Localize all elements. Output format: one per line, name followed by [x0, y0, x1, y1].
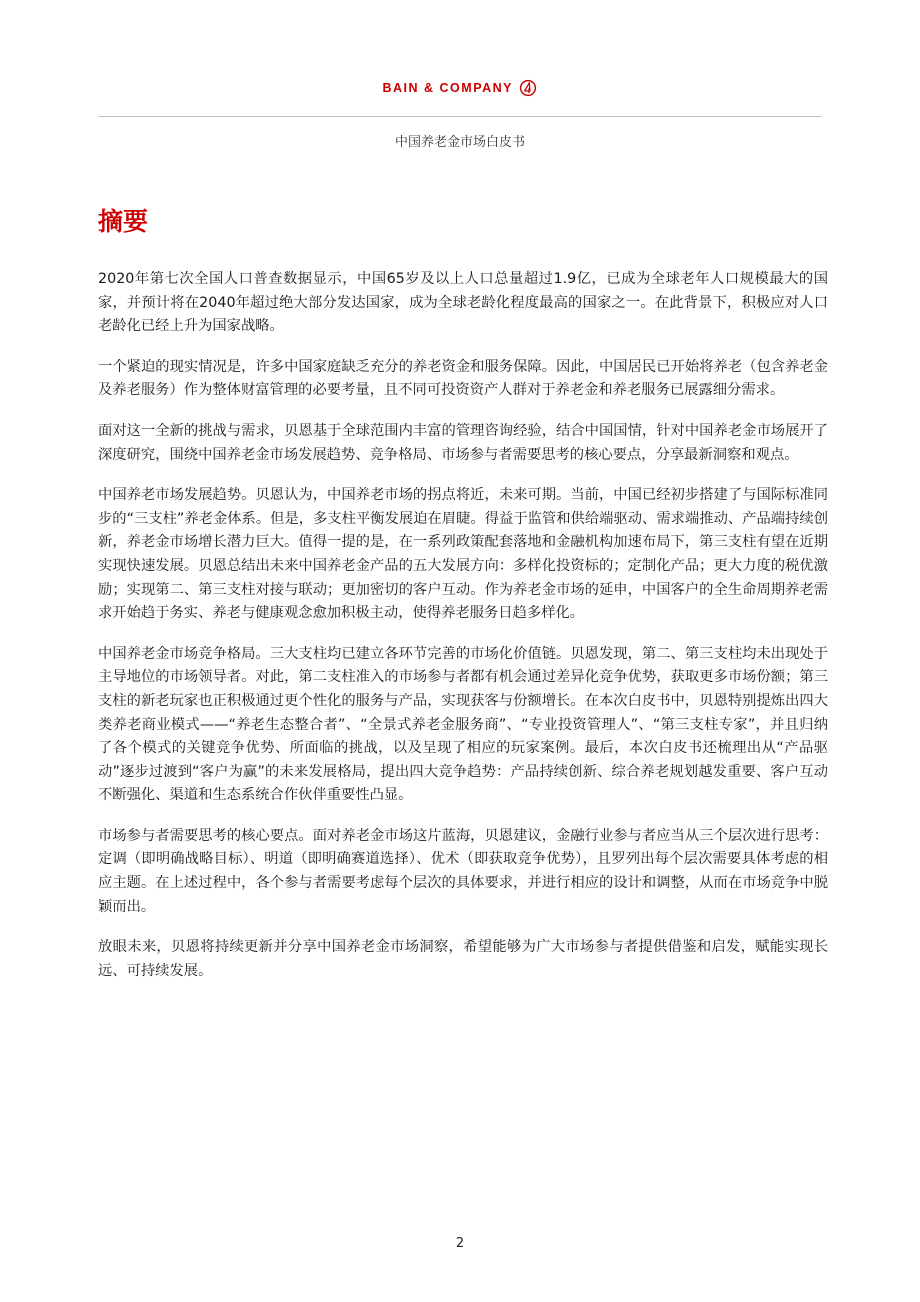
header-divider	[98, 116, 822, 117]
section-heading: 摘要	[98, 207, 149, 236]
paragraph: 中国养老金市场竞争格局。三大支柱均已建立各环节完善的市场化价值链。贝恩发现，第二、第三支柱均未出现处于主导地位的市场领导者。对此，第二支柱准入的市场参与者都有机会通过差异化竞争优势，获取更多市场份额；第三支柱的新老玩家也正积极通过更个性化的服务与产品，实现获客与份额增长。在本次白皮书中，贝恩特别提炼出四大类养老商业模式——“养老生态整合者”、“全景式养老金服务商”、“专业投资管理人”、“第三支柱专家”，并且归纳了各个模式的关键竞争优势、所面临的挑战，以及呈现了相应的玩家案例。最后，本次白皮书还梳理出从“产品驱动”逐步过渡到“客户为赢”的未来发展格局，提出四大竞争趋势：产品持续创新、综合养老规划越发重要、客户互动不断强化、渠道和生态系统合作伙伴重要性凸显。	[98, 645, 828, 804]
paragraph: 市场参与者需要思考的核心要点。面对养老金市场这片蓝海，贝恩建议，金融行业参与者应当从三个层次进行思考：定调（即明确战略目标）、明道（即明确赛道选择）、优术（即获取竞争优势），且罗列出每个层次需要具体考虑的相应主题。在上述过程中，各个参与者需要考虑每个层次的具体要求，并进行相应的设计和调整，从而在市场竞争中脱颖而出。	[98, 827, 828, 915]
paragraph: 2020年第七次全国人口普查数据显示，中国65岁及以上人口总量超过1.9亿，已成为全球老年人口规模最大的国家，并预计将在2040年超过绝大部分发达国家，成为全球老龄化程度最高的国家之一。在此背景下，积极应对人口老龄化已经上升为国家战略。	[98, 271, 828, 335]
summary-body	[98, 268, 828, 1000]
brand-name: BAIN & COMPANY	[382, 81, 513, 95]
paragraph: 放眼未来，贝恩将持续更新并分享中国养老金市场洞察，希望能够为广大市场参与者提供借鉴和启发，赋能实现长远、可持续发展。	[98, 939, 828, 979]
paragraph: 面对这一全新的挑战与需求，贝恩基于全球范围内丰富的管理咨询经验，结合中国国情，针对中国养老金市场展开了深度研究，围绕中国养老金市场发展趋势、竞争格局、市场参与者需要思考的核心要点，分享最新洞察和观点。	[98, 422, 828, 463]
bain-compass-icon	[519, 79, 537, 97]
brand-logo	[383, 79, 538, 97]
document-title: 中国养老金市场白皮书	[394, 135, 525, 150]
page-number: 2	[455, 1236, 465, 1251]
paragraph: 一个紧迫的现实情况是，许多中国家庭缺乏充分的养老资金和服务保障。因此，中国居民已开始将养老（包含养老金及养老服务）作为整体财富管理的必要考量，且不同可投资资产人群对于养老金和养老服务已展露细分需求。	[98, 358, 828, 399]
paragraph: 中国养老市场发展趋势。贝恩认为，中国养老市场的拐点将近，未来可期。当前，中国已经初步搭建了与国际标准同步的“三支柱”养老金体系。但是，多支柱平衡发展迫在眉睫。得益于监管和供给端驱动、需求端推动、产品端持续创新，养老金市场增长潜力巨大。值得一提的是，在一系列政策配套落地和金融机构加速布局下，第三支柱有望在近期实现快速发展。贝恩总结出未来中国养老金产品的五大发展方向：多样化投资标的；定制化产品；更大力度的税优激励；实现第二、第三支柱对接与联动；更加密切的客户互动。作为养老金市场的延申，中国客户的全生命周期养老需求开始趋于务实、养老与健康观念愈加积极主动，使得养老服务日趋多样化。	[98, 487, 828, 622]
